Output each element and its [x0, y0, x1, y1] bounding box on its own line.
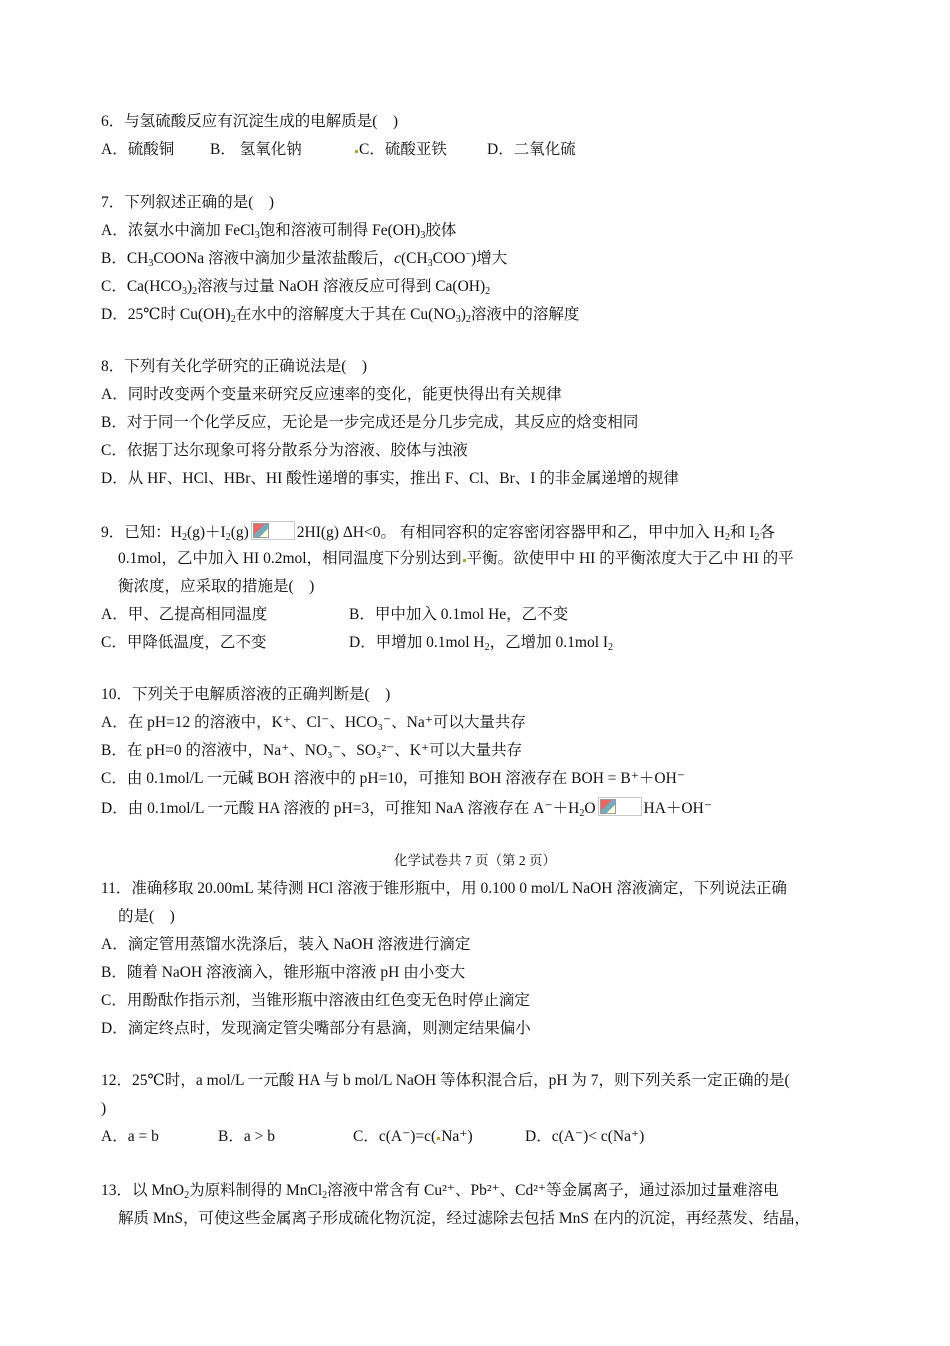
q7-stem: 7．下列叙述正确的是( ) [101, 194, 275, 211]
q11-option-d: D．滴定终点时，发现滴定管尖嘴部分有悬滴，则测定结果偏小 [101, 1020, 531, 1037]
q10-stem: 10．下列关于电解质溶液的正确判断是( ) [101, 686, 391, 703]
subscript: 2 [484, 642, 490, 653]
text-part: )增大 [471, 250, 508, 267]
text-part: C．Ca(HCO [101, 278, 182, 295]
q9-option-d [349, 633, 613, 653]
q8-option-b: B．对于同一个化学反应，无论是一步完成还是分几步完成，其反应的焓变相同 [101, 414, 639, 431]
q7-option-a [101, 221, 456, 241]
text-part: 胶体 [425, 222, 457, 239]
text-part: D．由 0.1mol/L 一元酸 HA 溶液的 pH=3，可推知 NaA 溶液存在 A⁻＋H [101, 800, 580, 817]
q12-option-b: B．a > b [218, 1128, 275, 1145]
subscript: 2 [225, 532, 231, 543]
q9-line3: 衡浓度，应采取的措施是( ) [118, 578, 315, 595]
q6-option-c [354, 140, 447, 160]
q7-option-d [101, 305, 579, 325]
subscript: 2 [184, 1190, 190, 1201]
text-part: 各 [759, 524, 775, 541]
text-part: 和 I [729, 524, 755, 541]
text-part: O [584, 800, 596, 817]
text-part: 9．已知：H [101, 524, 182, 541]
text-part: 溶液中常含有 Cu²⁺、Pb²⁺、Cd²⁺等金属离子，通过添加过量难溶电 [327, 1182, 779, 1199]
q10-option-c: C．由 0.1mol/L 一元碱 BOH 溶液中的 pH=10，可推知 BOH 溶液存在 BOH = B⁺＋OH⁻ [101, 770, 685, 787]
q11-line2: 的是( ) [118, 908, 175, 925]
q9-option-a: A．甲、乙提高相同温度 [101, 606, 268, 623]
subscript: 3 [181, 286, 187, 297]
subscript: 3 [420, 230, 426, 241]
equilibrium-arrow-image [598, 797, 642, 816]
q12-option-c [353, 1127, 473, 1147]
text-part: 为原料制得的 MnCl [189, 1182, 323, 1199]
text-part: ) [460, 306, 466, 323]
text-part: 2HI(g) ΔH<0。 有相同容积的定容密闭容器甲和乙，甲中加入 H [296, 524, 725, 541]
subscript: 2 [465, 314, 471, 325]
text-part: (g)＋I [186, 524, 226, 541]
q11-option-a: A．滴定管用蒸馏水洗涤后，装入 NaOH 溶液进行滴定 [101, 936, 471, 953]
equilibrium-arrow-image [251, 521, 295, 540]
q13-line1 [101, 1181, 779, 1201]
q10-option-a: A．在 pH=12 的溶液中，K⁺、Cl⁻、HCO₃⁻、Na⁺可以大量共存 [101, 714, 526, 731]
q8-stem: 8．下列有关化学研究的正确说法是( ) [101, 358, 368, 375]
q8-option-d: D．从 HF、HCl、HBr、HI 酸性递增的事实，推出 F、Cl、Br、I 的非金属递增的规律 [101, 470, 679, 487]
text-part: (g) [230, 524, 249, 541]
q9-option-c: C．甲降低温度，乙不变 [101, 634, 267, 651]
superscript: − [465, 249, 472, 260]
subscript: 2 [608, 642, 614, 653]
q12-line1: 12．25℃时，a mol/L 一元酸 HA 与 b mol/L NaOH 等体积混合后，pH 为 7，则下列关系一定正确的是( [101, 1072, 790, 1089]
q8-option-c: C．依据丁达尔现象可将分散系分为溶液、胶体与浊液 [101, 442, 468, 459]
q6-option-a: A．硫酸铜 [101, 141, 175, 158]
subscript: 3 [427, 258, 433, 269]
q8-option-a: A．同时改变两个变量来研究反应速率的变化，能更快得出有关规律 [101, 386, 562, 403]
subscript: 2 [579, 808, 585, 819]
text-part: 13．以 MnO [101, 1182, 185, 1199]
text-part: D．甲增加 0.1mol H [349, 634, 485, 651]
q12-option-d: D．c(A⁻)< c(Na⁺) [525, 1128, 645, 1145]
q6-option-d: D．二氧化硫 [487, 141, 576, 158]
text-part: 0.1mol，乙中加入 HI 0.2mol，相同温度下分别达到 [118, 550, 462, 567]
subscript: 3 [455, 314, 461, 325]
subscript: 2 [322, 1190, 328, 1201]
artifact-dot [463, 559, 466, 562]
q7-option-b [101, 249, 507, 269]
subscript: 2 [192, 286, 198, 297]
subscript: 2 [485, 286, 491, 297]
text-part: D．25℃时 Cu(OH) [101, 306, 231, 323]
text-part: (CH [400, 250, 428, 267]
q6-stem: 6．与氢硫酸反应有沉淀生成的电解质是( ) [101, 113, 399, 130]
q11-line1: 11．准确移取 20.00mL 某待测 HCl 溶液于锥形瓶中，用 0.100 0 mol/L NaOH 溶液滴定，下列说法正确 [101, 880, 787, 897]
subscript: 2 [754, 532, 760, 543]
q11-option-b: B．随着 NaOH 溶液滴入，锥形瓶中溶液 pH 由小变大 [101, 964, 466, 981]
subscript: 2 [230, 314, 236, 325]
text-part: B．CH [101, 250, 149, 267]
text-part: 平衡。欲使甲中 HI 的平衡浓度大于乙中 HI 的平 [466, 550, 794, 567]
q9-option-b: B．甲中加入 0.1mol He，乙不变 [349, 606, 569, 623]
page-footer: 化学试卷共 7 页（第 2 页） [394, 853, 556, 868]
q13-line2: 解质 MnS，可使这些金属离子形成硫化物沉淀，经过滤除去包括 MnS 在内的沉淀，再经蒸发、结晶， [118, 1210, 810, 1227]
italic-c: c [394, 250, 401, 267]
q12-line2: ) [101, 1100, 107, 1117]
subscript: 2 [724, 532, 730, 543]
text-part: Na⁺) [441, 1128, 473, 1145]
q9-line1 [101, 521, 775, 543]
q11-option-c: C．用酚酞作指示剂，当锥形瓶中溶液由红色变无色时停止滴定 [101, 992, 530, 1009]
text-part: 溶液中的溶解度 [470, 306, 580, 323]
text-part: COONa 溶液中滴加少量浓盐酸后， [153, 250, 395, 267]
text-part: COO [432, 250, 466, 267]
q6-option-b: B． 氢氧化钠 [210, 141, 302, 158]
text-part: 饱和溶液可制得 Fe(OH) [259, 222, 421, 239]
subscript: 3 [254, 230, 260, 241]
subscript: 2 [181, 532, 187, 543]
text-part: C．c(A⁻)=c( [353, 1128, 437, 1145]
q9-line2 [118, 549, 794, 569]
artifact-dot [437, 1137, 440, 1140]
text-part: ) [186, 278, 193, 295]
q6-option-c-text: C．硫酸亚铁 [359, 141, 447, 158]
text-part: ，乙增加 0.1mol I [489, 634, 609, 651]
artifact-dot [355, 150, 358, 153]
subscript: 3 [148, 258, 154, 269]
text-part: A．浓氨水中滴加 FeCl [101, 222, 255, 239]
text-part: 在水中的溶解度大于其在 Cu(NO [235, 306, 456, 323]
q10-option-b: B．在 pH=0 的溶液中，Na⁺、NO₃⁻、SO₃²⁻、K⁺可以大量共存 [101, 742, 523, 759]
q10-option-d [101, 797, 712, 819]
text-part: HA＋OH⁻ [643, 800, 713, 817]
q12-option-a: A．a = b [101, 1128, 159, 1145]
text-part: 溶液与过量 NaOH 溶液反应可得到 Ca(OH) [197, 278, 486, 295]
q7-option-c [101, 277, 490, 297]
